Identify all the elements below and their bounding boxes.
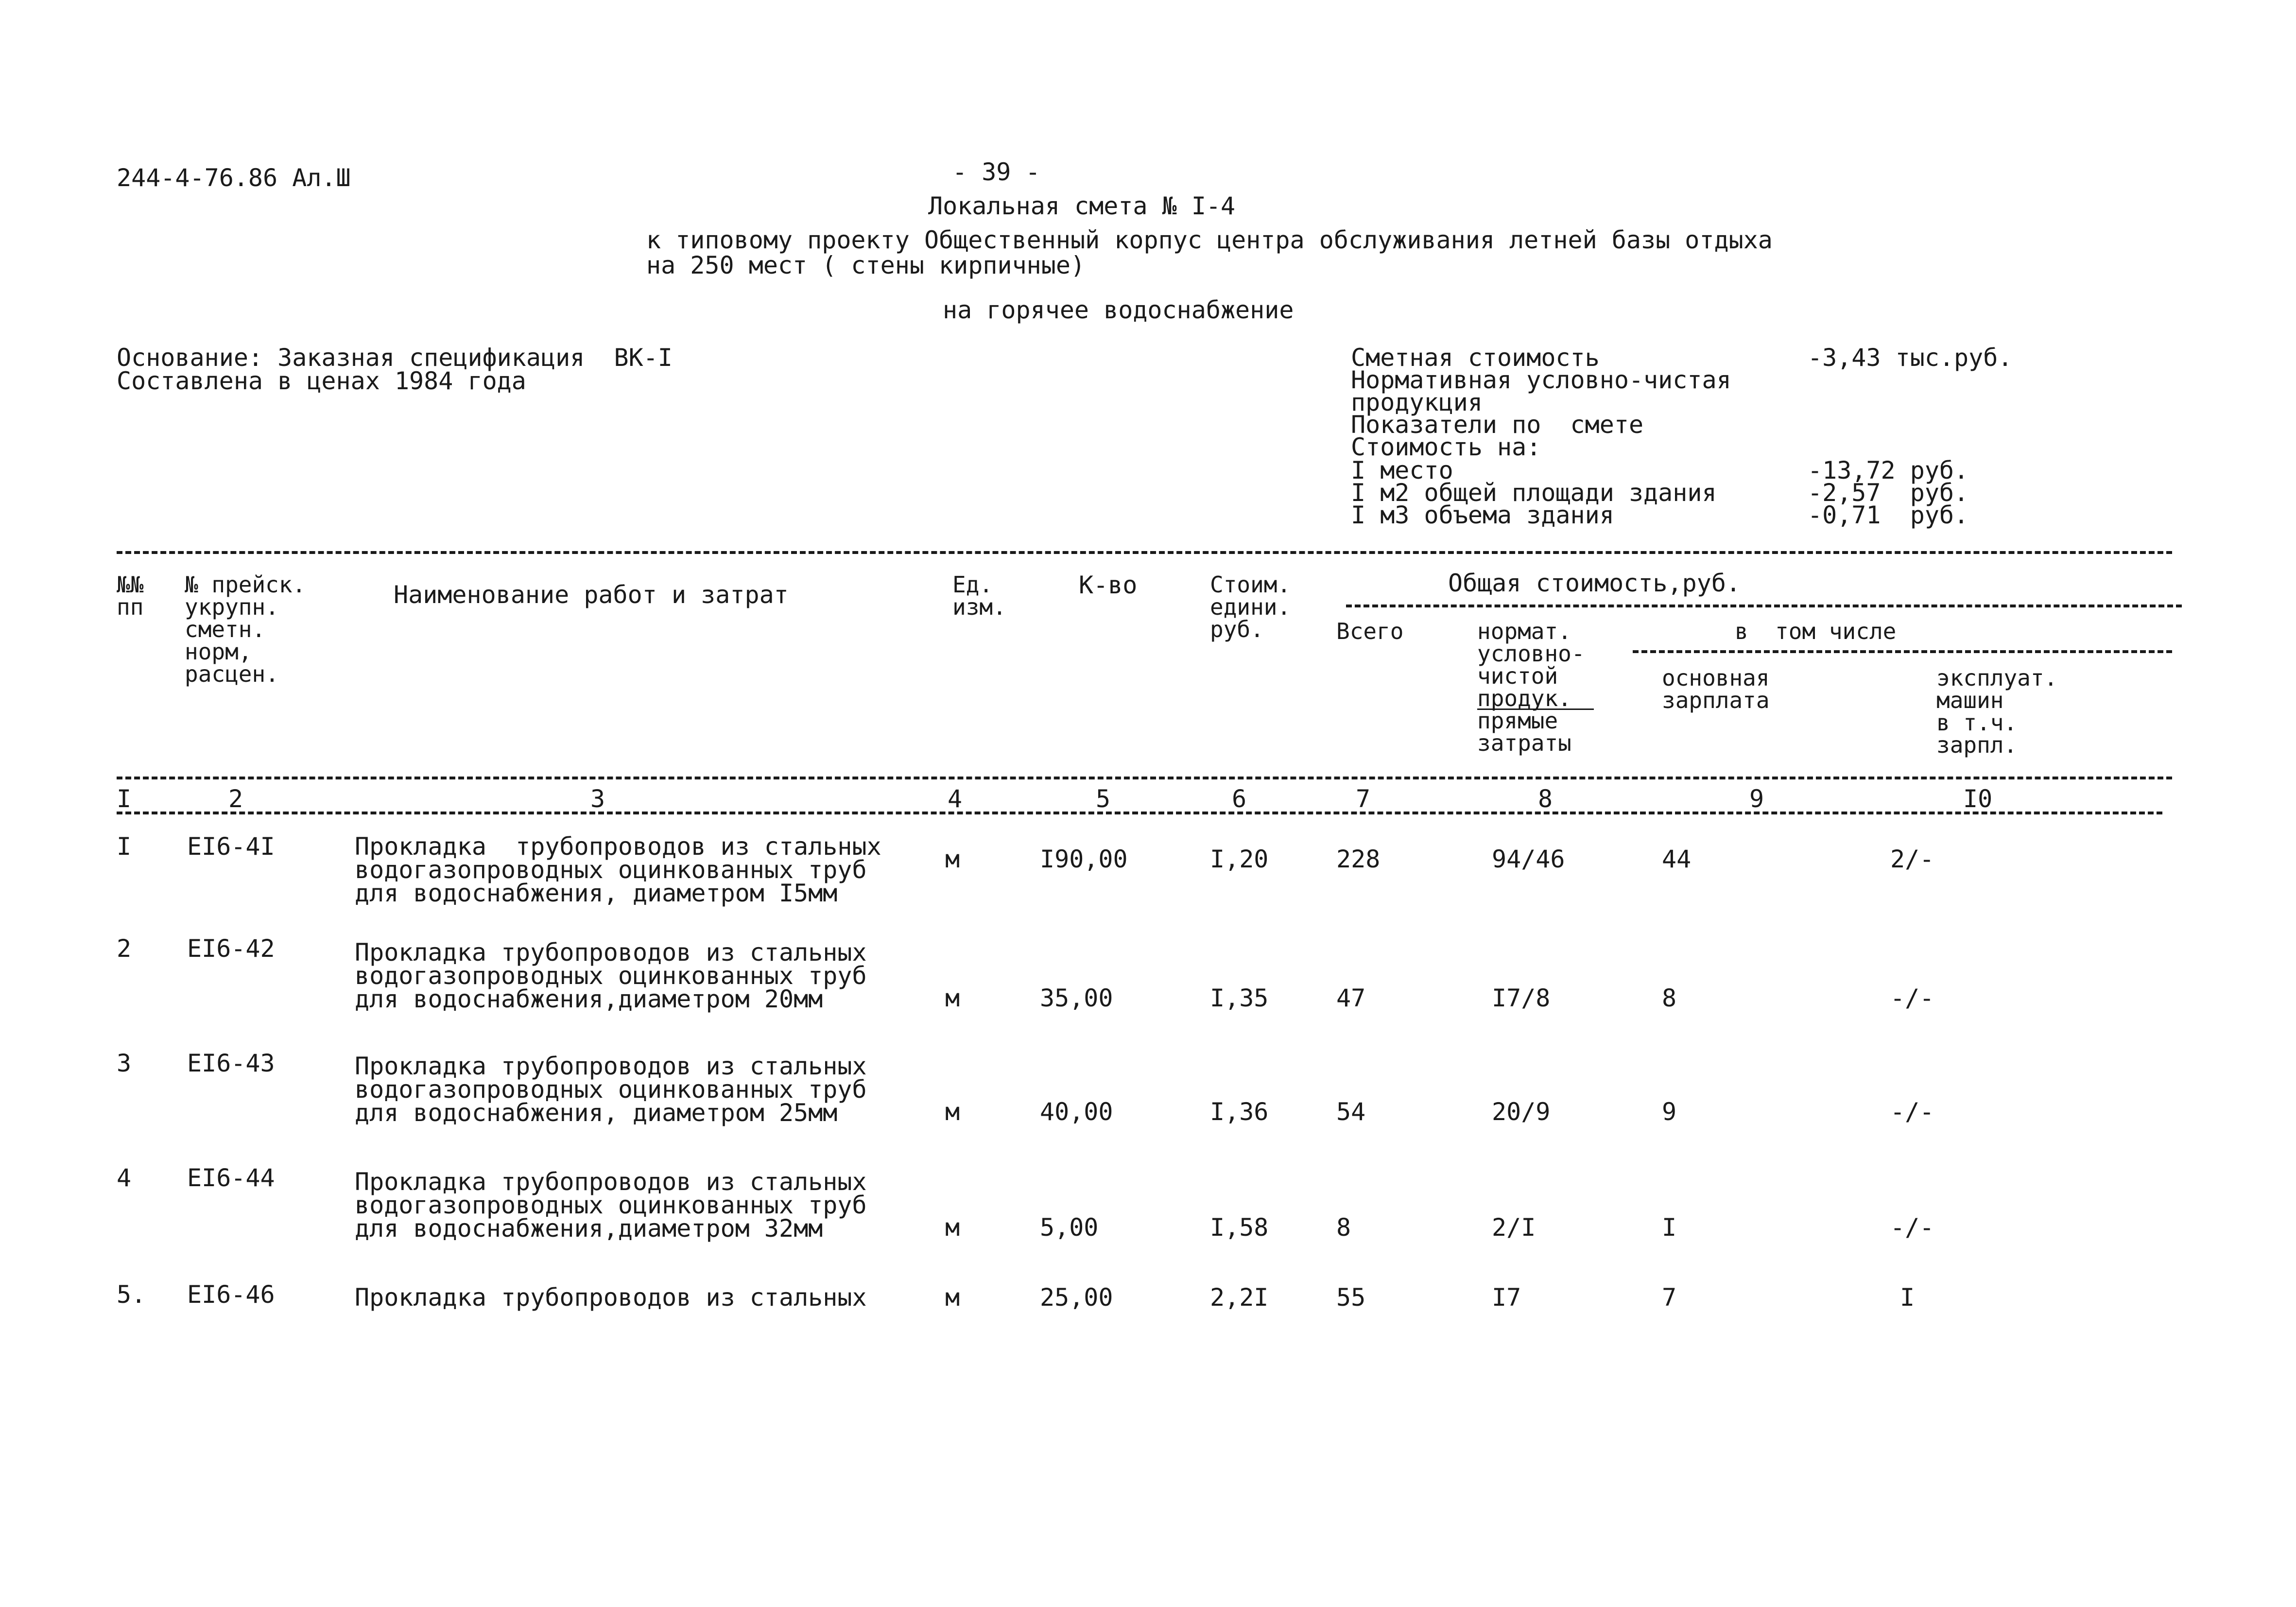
column-number-2: 2 bbox=[228, 785, 243, 813]
project-subtitle-line2: на 250 мест ( стены кирпичные) bbox=[646, 251, 1086, 279]
cost-per-label: Стоимость на: bbox=[1351, 433, 1541, 461]
row-direct-costs: 94/46 bbox=[1492, 845, 1565, 873]
basis-line1: Основание: Заказная спецификация ВК-I bbox=[117, 344, 673, 372]
row-unit: м bbox=[945, 1283, 960, 1312]
row-direct-costs: 2/I bbox=[1492, 1213, 1536, 1242]
col-header-machines: эксплуат. машин в т.ч. зарпл. bbox=[1936, 665, 2058, 758]
column-number-5: 5 bbox=[1096, 785, 1111, 813]
row-quantity: 25,00 bbox=[1040, 1283, 1113, 1312]
col-header-name: Наименование работ и затрат bbox=[394, 581, 789, 609]
row-description: Прокладка трубопроводов из стальных водогазопроводных оцинкованных труб для водоснабжения,диаметром 32мм bbox=[355, 1168, 867, 1243]
col-header-unit-price: Стоим. едини. руб. bbox=[1210, 571, 1291, 642]
row-salary: I bbox=[1662, 1213, 1677, 1242]
col-header-total-group: Общая стоимость,руб. bbox=[1448, 569, 1741, 597]
row-description: Прокладка трубопроводов из стальных водогазопроводных оцинкованных труб для водоснабжения, диаметром 25мм bbox=[355, 1052, 867, 1127]
col-header-direct-costs: нормат. условно- чистой продук. прямые затраты bbox=[1477, 618, 1585, 756]
row-quantity: I90,00 bbox=[1040, 845, 1128, 873]
row-machines: I bbox=[1900, 1283, 1915, 1312]
row-code: EI6-43 bbox=[187, 1049, 275, 1077]
table-top-rule bbox=[117, 551, 2172, 554]
row-number: I bbox=[117, 832, 132, 861]
per-place-label: I место bbox=[1351, 456, 1453, 484]
row-total: 54 bbox=[1336, 1098, 1366, 1126]
row-direct-costs: I7 bbox=[1492, 1283, 1521, 1312]
row-number: 3 bbox=[117, 1049, 132, 1077]
net-product-label-2: продукция bbox=[1351, 388, 1483, 416]
row-salary: 8 bbox=[1662, 984, 1677, 1012]
row-unit-price: 2,2I bbox=[1210, 1283, 1269, 1312]
row-direct-costs: 20/9 bbox=[1492, 1098, 1551, 1126]
basis-line2: Составлена в ценах 1984 года bbox=[117, 367, 526, 395]
row-total: 8 bbox=[1336, 1213, 1351, 1242]
col-header-unit: Ед. изм. bbox=[952, 571, 1006, 620]
row-unit: м bbox=[945, 1213, 960, 1242]
column-number-1: I bbox=[117, 785, 132, 813]
per-m3-value: -0,71 руб. bbox=[1808, 501, 1969, 529]
row-direct-costs: I7/8 bbox=[1492, 984, 1551, 1012]
row-total: 55 bbox=[1336, 1283, 1366, 1312]
row-number: 2 bbox=[117, 934, 132, 963]
row-description: Прокладка трубопроводов из стальных водогазопроводных оцинкованных труб для водоснабжения,диаметром 20мм bbox=[355, 938, 867, 1013]
col-header-salary: основная зарплата bbox=[1662, 665, 1770, 713]
column-numbers-rule bbox=[117, 812, 2162, 814]
product-underline bbox=[1477, 708, 1594, 710]
row-quantity: 5,00 bbox=[1040, 1213, 1099, 1242]
per-m2-value: -2,57 руб. bbox=[1808, 479, 1969, 507]
column-number-9: 9 bbox=[1749, 785, 1764, 813]
row-total: 47 bbox=[1336, 984, 1366, 1012]
cost-value: -3,43 тыс.руб. bbox=[1808, 344, 2013, 372]
row-total: 228 bbox=[1336, 845, 1381, 873]
column-number-7: 7 bbox=[1356, 785, 1371, 813]
per-place-value: -13,72 руб. bbox=[1808, 456, 1969, 484]
row-unit: м bbox=[945, 984, 960, 1012]
row-salary: 9 bbox=[1662, 1098, 1677, 1126]
cost-label: Сметная стоимость bbox=[1351, 344, 1600, 372]
column-number-8: 8 bbox=[1538, 785, 1553, 813]
net-product-label: Нормативная условно-чистая bbox=[1351, 366, 1731, 394]
row-machines: -/- bbox=[1890, 1213, 1934, 1242]
row-quantity: 35,00 bbox=[1040, 984, 1113, 1012]
total-group-rule bbox=[1346, 605, 2182, 607]
project-subtitle-line1: к типовому проекту Общественный корпус центра обслуживания летней базы отдыха bbox=[646, 226, 1773, 254]
col-header-total: Всего bbox=[1336, 618, 1404, 644]
row-unit-price: I,35 bbox=[1210, 984, 1269, 1012]
row-machines: -/- bbox=[1890, 1098, 1934, 1126]
col-header-quantity: К-во bbox=[1079, 571, 1138, 599]
estimate-subject: на горячее водоснабжение bbox=[943, 296, 1294, 324]
header-bottom-rule bbox=[117, 777, 2172, 779]
col-header-number: №№ пп bbox=[117, 571, 144, 620]
column-number-4: 4 bbox=[948, 785, 963, 813]
column-number-6: 6 bbox=[1232, 785, 1247, 813]
row-unit-price: I,58 bbox=[1210, 1213, 1269, 1242]
row-code: EI6-44 bbox=[187, 1164, 275, 1192]
per-m2-label: I м2 общей площади здания bbox=[1351, 479, 1717, 507]
row-code: EI6-42 bbox=[187, 934, 275, 963]
row-number: 4 bbox=[117, 1164, 132, 1192]
row-description: Прокладка трубопроводов из стальных водогазопроводных оцинкованных труб для водоснабжения, диаметром I5мм bbox=[355, 832, 881, 907]
page-number: - 39 - bbox=[952, 158, 1040, 186]
including-rule bbox=[1633, 650, 2172, 653]
row-salary: 44 bbox=[1662, 845, 1692, 873]
indicators-label: Показатели по смете bbox=[1351, 411, 1644, 439]
row-number: 5. bbox=[117, 1280, 146, 1309]
row-machines: -/- bbox=[1890, 984, 1934, 1012]
row-unit-price: I,36 bbox=[1210, 1098, 1269, 1126]
row-unit: м bbox=[945, 1098, 960, 1126]
row-machines: 2/- bbox=[1890, 845, 1934, 873]
per-m3-label: I м3 объема здания bbox=[1351, 501, 1614, 529]
document-code: 244-4-76.86 Ал.Ш bbox=[117, 164, 351, 192]
estimate-title: Локальная смета № I-4 bbox=[928, 192, 1236, 220]
column-number-10: I0 bbox=[1963, 785, 1993, 813]
row-code: EI6-46 bbox=[187, 1280, 275, 1309]
column-number-3: 3 bbox=[590, 785, 605, 813]
col-header-including: в том числе bbox=[1735, 618, 1897, 644]
col-header-code: № прейск. укрупн. сметн. норм, расцен. bbox=[185, 571, 306, 687]
row-quantity: 40,00 bbox=[1040, 1098, 1113, 1126]
row-code: EI6-4I bbox=[187, 832, 275, 861]
row-description: Прокладка трубопроводов из стальных bbox=[355, 1283, 867, 1312]
row-unit-price: I,20 bbox=[1210, 845, 1269, 873]
row-unit: м bbox=[945, 845, 960, 873]
row-salary: 7 bbox=[1662, 1283, 1677, 1312]
